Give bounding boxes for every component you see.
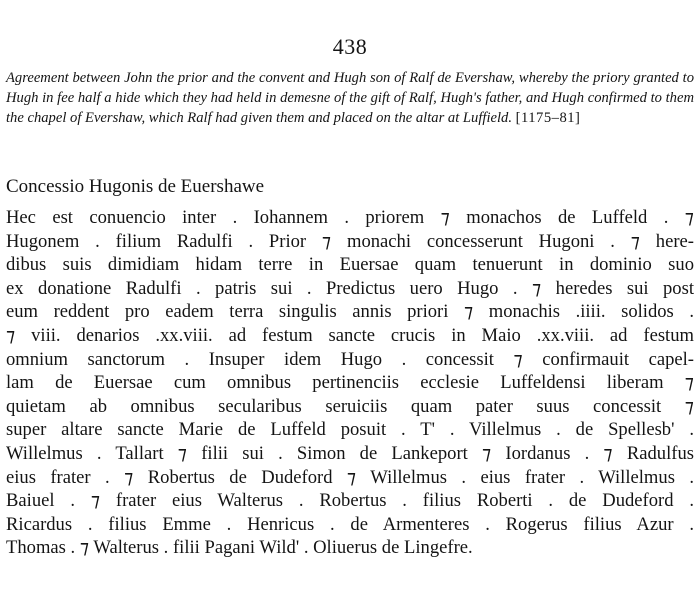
charter-line: lam de Euersae cum omnibus pertinenciis ecclesie Luffeldensi liberam ⁊	[6, 372, 694, 394]
charter-line: Ricardus . filius Emme . Henricus . de Armenteres . Rogerus filius Azur .	[6, 513, 694, 535]
page-number: 438	[332, 34, 368, 59]
charter-line: Hugonem . filium Radulfi . Prior ⁊ monachi concesserunt Hugoni . ⁊ here-	[6, 230, 694, 252]
charter-line: ⁊ viii. denarios .xx.viii. ad festum sancte crucis in Maio .xx.viii. ad festum	[6, 324, 694, 346]
charter-line: super altare sancte Marie de Luffeld posuit . T' . Villelmus . de Spellesb' .	[6, 419, 694, 441]
charter-line: dibus suis dimidiam hidam terre in Euersae quam tenuerunt in dominio suo	[6, 254, 694, 276]
charter-line: Hec est conuencio inter . Iohannem . priorem ⁊ monachos de Luffeld . ⁊	[6, 207, 694, 228]
summary-text: Agreement between John the prior and the convent and Hugh son of Ralf de Evershaw, whereby the priory granted to Hugh in fee half a hide which they had held in demesne of the gift of Ralf, Hugh's father, and Hugh confirmed to them the chapel of Evershaw, which Ralf had given them and placed on the altar at Luffield.	[6, 70, 694, 126]
charter-line: Willelmus . Tallart ⁊ filii sui . Simon de Lankeport ⁊ Iordanus . ⁊ Radulfus	[6, 442, 694, 464]
charter-line: omnium sanctorum . Insuper idem Hugo . concessit ⁊ confirmauit capel-	[6, 348, 694, 370]
charter-summary	[6, 68, 694, 128]
charter-line: Thomas . ⁊ Walterus . filii Pagani Wild' . Oliuerus de Lingefre.	[6, 537, 473, 559]
summary-date: [1175–81]	[515, 110, 581, 126]
charter-line: eius frater . ⁊ Robertus de Dudeford ⁊ Willelmus . eius frater . Willelmus .	[6, 466, 694, 488]
charter-line: Baiuel . ⁊ frater eius Walterus . Robertus . filius Roberti . de Dudeford .	[6, 490, 694, 512]
charter-text	[6, 206, 694, 560]
charter-line: quietam ab omnibus secularibus seruiciis quam pater suus concessit ⁊	[6, 395, 694, 417]
charter-heading: Concessio Hugonis de Euershawe	[6, 176, 265, 197]
charter-line: ex donatione Radulfi . patris sui . Predictus uero Hugo . ⁊ heredes sui post	[6, 277, 694, 299]
charter-line: eum reddent pro eadem terra singulis annis priori ⁊ monachis .iiii. solidos .	[6, 301, 694, 323]
